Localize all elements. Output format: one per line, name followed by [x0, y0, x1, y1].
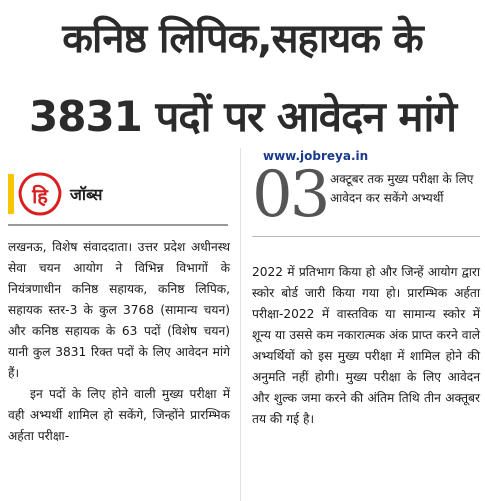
brand-bar [8, 168, 226, 220]
headline-line-1: कनिष्ठ लिपिक,सहायक के [62, 16, 423, 62]
highlight-number: 03 [252, 158, 328, 232]
brand-divider [8, 224, 228, 226]
paragraph: इन पदों के लिए होने वाली मुख्य परीक्षा में वही अभ्यर्थी शामिल हो सकेंगे, जिन्होंने प्रारम्भिक अर्हता परीक्षा- [8, 387, 230, 443]
column-divider [240, 148, 241, 501]
highlight-text: अक्टूबर तक मुख्य परीक्षा के लिए आवेदन कर सकेंगे अभ्यर्थी [330, 172, 474, 205]
highlight-divider [252, 236, 480, 237]
logo-text: हि [32, 184, 48, 208]
article-column-left [8, 237, 230, 447]
section-name: जॉब्स [70, 185, 103, 204]
article-column-right [252, 262, 480, 430]
headline-line-2: 3831 पदों पर आवेदन मांगे [29, 92, 456, 141]
website-watermark: www.jobreya.in [263, 149, 369, 163]
brand-accent-stripe [8, 174, 14, 214]
paragraph: लखनऊ, विशेष संवाददाता। उत्तर प्रदेश अधीनस्थ सेवा चयन आयोग ने विभिन्न विभागों के नियंत्रणाधीन कनिष्ठ सहायक, कनिष्ठ लिपिक, सहायक स्तर-3 के कुल 3768 (सामान्य चयन) और कनिष्ठ सहायक के 63 पदों (विशेष चयन) यानी कुल 3831 रिक्त पदों के लिए आवेदन मांगे हैं। [8, 240, 230, 380]
hindustan-logo-icon [18, 172, 62, 216]
paragraph: 2022 में प्रतिभाग किया हो और जिन्हें आयोग द्वारा स्कोर बोर्ड जारी किया गया हो। प्रारम्भिक अर्हता परीक्षा-2022 में वास्तविक या सामान्य स्कोर में शून्य या उससे कम नकारात्मक अंक प्राप्त करने वाले अभ्यर्थियों को इस मुख्य परीक्षा में शामिल होने की अनुमति नहीं होगी। मुख्य परीक्षा के लिए आवेदन और शुल्क जमा करने की अंतिम तिथि तीन अक्तूबर तय की गई है। [252, 265, 480, 426]
